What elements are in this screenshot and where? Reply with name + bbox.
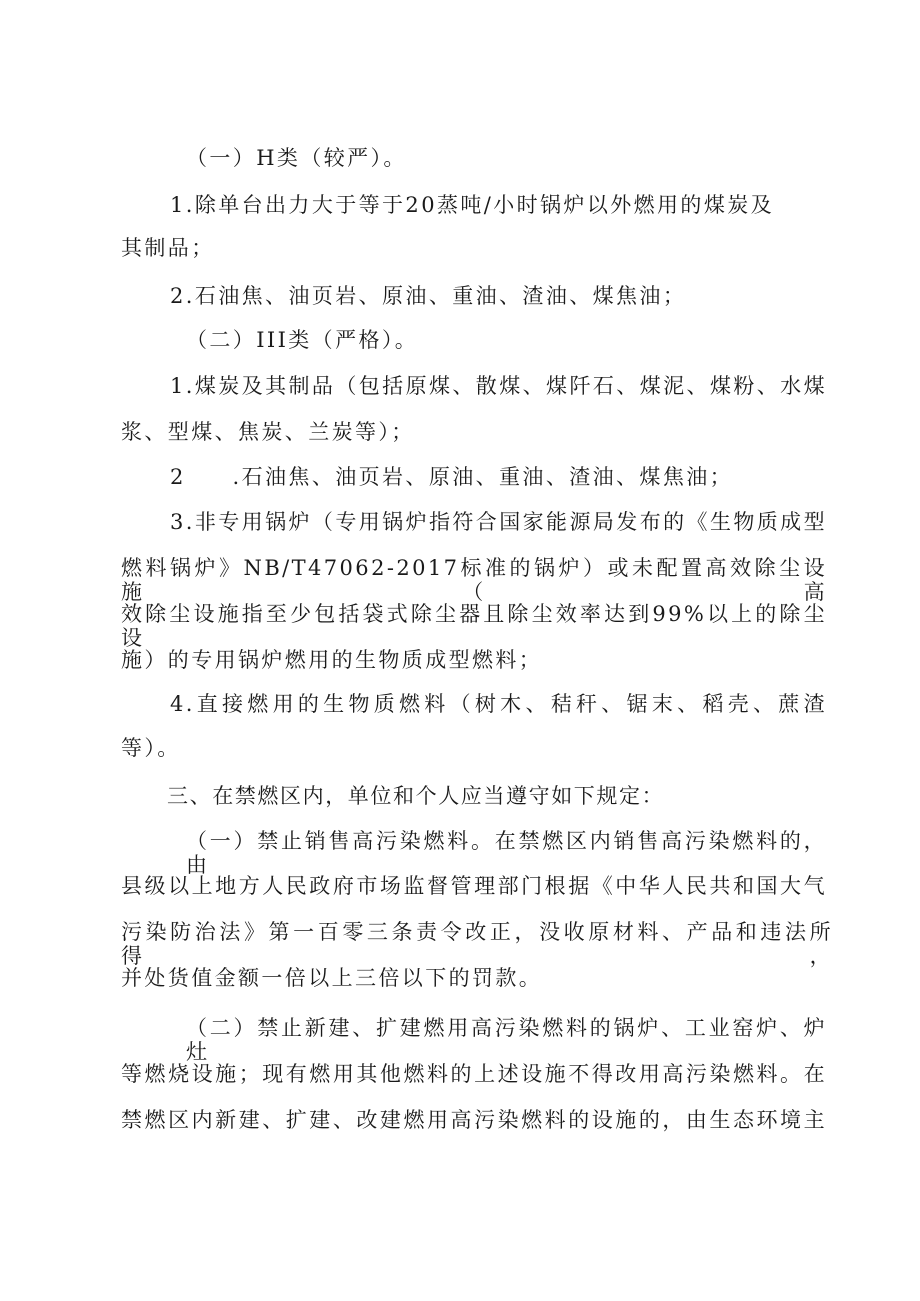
paragraph-line: 等燃烧设施；现有燃用其他燃料的上述设施不得改用高污染燃料。在 (121, 1062, 827, 1086)
paragraph-line: （一）禁止销售高污染燃料。在禁燃区内销售高污染燃料的，由 (186, 829, 827, 877)
paragraph-line: （二）禁止新建、扩建燃用高污染燃料的锅炉、工业窑炉、炉灶 (186, 1016, 827, 1064)
paragraph-line: 效除尘设施指至少包括袋式除尘器且除尘效率达到99%以上的除尘设 (121, 602, 827, 650)
paragraph-line: 2.石油焦、油页岩、原油、重油、渣油、煤焦油； (170, 284, 687, 308)
paragraph-line: 等）。 (121, 736, 181, 760)
paragraph-line: 3.非专用锅炉（专用锅炉指符合国家能源局发布的《生物质成型 (170, 510, 827, 534)
paragraph-line: 禁燃区内新建、扩建、改建燃用高污染燃料的设施的，由生态环境主 (121, 1108, 827, 1132)
paragraph-line: 县级以上地方人民政府市场监督管理部门根据《中华人民共和国大气 (121, 874, 827, 898)
paragraph-line: 4.直接燃用的生物质燃料（树木、秸秆、锯末、稻壳、蔗渣 (170, 692, 827, 716)
section-heading-3: 三、在禁燃区内，单位和个人应当遵守如下规定： (167, 784, 665, 808)
paragraph-line: 污染防治法》第一百零三条责令改正，没收原材料、产品和违法所得， (121, 920, 833, 968)
paragraph-line: 其制品； (121, 236, 215, 260)
paragraph-line: 并处货值金额一倍以上三倍以下的罚款。 (121, 966, 543, 990)
paragraph-line: 2 .石油焦、油页岩、原油、重油、渣油、煤焦油； (170, 465, 734, 489)
paragraph-line: 浆、型煤、焦炭、兰炭等）； (121, 420, 415, 444)
paragraph-line: 1.煤炭及其制品（包括原煤、散煤、煤阡石、煤泥、煤粉、水煤 (170, 374, 827, 398)
paragraph-line: 施）的专用锅炉燃用的生物质成型燃料； (121, 648, 543, 672)
subsection-heading-iii-class: （二）III类（严格）。 (186, 328, 419, 352)
paragraph-line: 燃料锅炉》NB/T47062-2017标准的锅炉）或未配置高效除尘设施（高 (121, 556, 827, 604)
paragraph-line: 1.除单台出力大于等于20蒸吨/小时锅炉以外燃用的煤炭及 (170, 193, 775, 217)
subsection-heading-h-class: （一）H类（较严）。 (186, 146, 407, 170)
